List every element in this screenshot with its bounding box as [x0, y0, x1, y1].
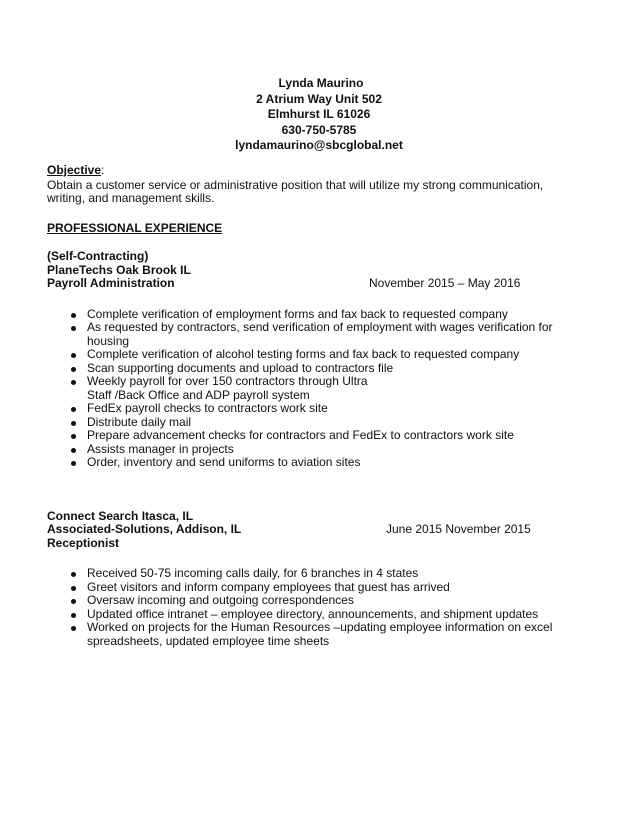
duty-text: Worked on projects for the Human Resources –updating employee information on excel spreadsheets, updated employee time sheets [87, 620, 553, 648]
job-1-duties-list [47, 308, 577, 470]
duty-text: Distribute daily mail [87, 414, 192, 429]
job-1-dates: November 2015 – May 2016 [369, 276, 521, 290]
duty-text: Complete verification of employment forms and fax back to requested company [87, 306, 508, 321]
list-item [47, 594, 577, 608]
list-item [47, 581, 577, 595]
duty-text: FedEx payroll checks to contractors work site [87, 401, 328, 415]
objective-heading [47, 164, 577, 178]
bullet-icon [71, 448, 76, 453]
list-item [47, 456, 577, 470]
address-line-2: Elmhurst IL 61026 [267, 107, 371, 121]
duty-text: Scan supporting documents and upload to contractors file [87, 360, 394, 375]
list-item [47, 362, 577, 376]
list-item [47, 308, 577, 322]
job-1-title-row [47, 277, 577, 291]
list-item [47, 567, 577, 581]
job-2-employer-row [47, 523, 577, 537]
objective-label: Objective [47, 163, 102, 177]
duty-text: Updated office intranet – employee directory, announcements, and shipment updates [87, 606, 539, 621]
address-line-1: 2 Atrium Way Unit 502 [256, 91, 382, 106]
job-1-line-2: PlaneTechs Oak Brook IL [47, 262, 191, 277]
duty-text: As requested by contractors, send verification of employment with wages verification for housing [87, 320, 553, 348]
bullet-icon [71, 572, 76, 577]
list-item [47, 348, 577, 362]
bullet-icon [71, 421, 76, 426]
duty-text: Assists manager in projects [87, 441, 234, 456]
list-item [47, 608, 577, 622]
job-2-dates: June 2015 November 2015 [386, 522, 531, 536]
bullet-icon [71, 407, 76, 412]
list-item [47, 321, 577, 348]
list-item [47, 416, 577, 430]
bullet-icon [71, 313, 76, 318]
duty-text: Received 50-75 incoming calls daily, for 6 branches in 4 states [87, 566, 419, 580]
bullet-icon [71, 599, 76, 604]
bullet-icon [71, 367, 76, 372]
objective-section [47, 164, 577, 206]
bullet-icon [71, 434, 76, 439]
contact-header [0, 76, 638, 154]
bullet-icon [71, 326, 76, 331]
bullet-icon [71, 461, 76, 466]
duty-text: Order, inventory and send uniforms to aviation sites [87, 455, 361, 469]
applicant-name: Lynda Maurino [278, 76, 364, 90]
list-item [47, 375, 577, 402]
bullet-icon [71, 613, 76, 618]
bullet-icon [71, 586, 76, 591]
list-item [47, 621, 577, 648]
list-item [47, 402, 577, 416]
duty-text: Complete verification of alcohol testing forms and fax back to requested company [87, 347, 520, 361]
job-2-title: Receptionist [47, 535, 120, 550]
resume-body [47, 164, 577, 648]
duty-text: Weekly payroll for over 150 contractors through Ultra Staff /Back Office and ADP payroll system [87, 374, 368, 402]
job-2-duties-list [47, 567, 577, 648]
list-item [47, 443, 577, 457]
duty-text: Oversaw incoming and outgoing correspondences [87, 593, 354, 607]
job-entry-2 [47, 510, 577, 551]
bullet-icon [71, 626, 76, 631]
bullet-icon [71, 380, 76, 385]
objective-label-colon: : [101, 163, 105, 177]
job-1-title: Payroll Administration [47, 276, 175, 290]
phone-number: 630-750-5785 [281, 122, 357, 137]
job-2-line-1: Connect Search Itasca, IL [47, 508, 194, 523]
duty-text: Prepare advancement checks for contractors and FedEx to contractors work site [87, 428, 514, 442]
duty-text: Greet visitors and inform company employees that guest has arrived [87, 579, 450, 594]
list-item [47, 429, 577, 443]
job-1-line-1: (Self-Contracting) [47, 249, 149, 263]
job-2-line-2: Associated-Solutions, Addison, IL [47, 522, 242, 536]
email-address: lyndamaurino@sbcglobal.net [235, 138, 403, 152]
job-entry-1 [47, 250, 577, 291]
experience-heading: PROFESSIONAL EXPERIENCE [47, 220, 223, 235]
bullet-icon [71, 353, 76, 358]
objective-text: Obtain a customer service or administrative position that will utilize my strong communication, writing, and management skills. [47, 177, 544, 205]
